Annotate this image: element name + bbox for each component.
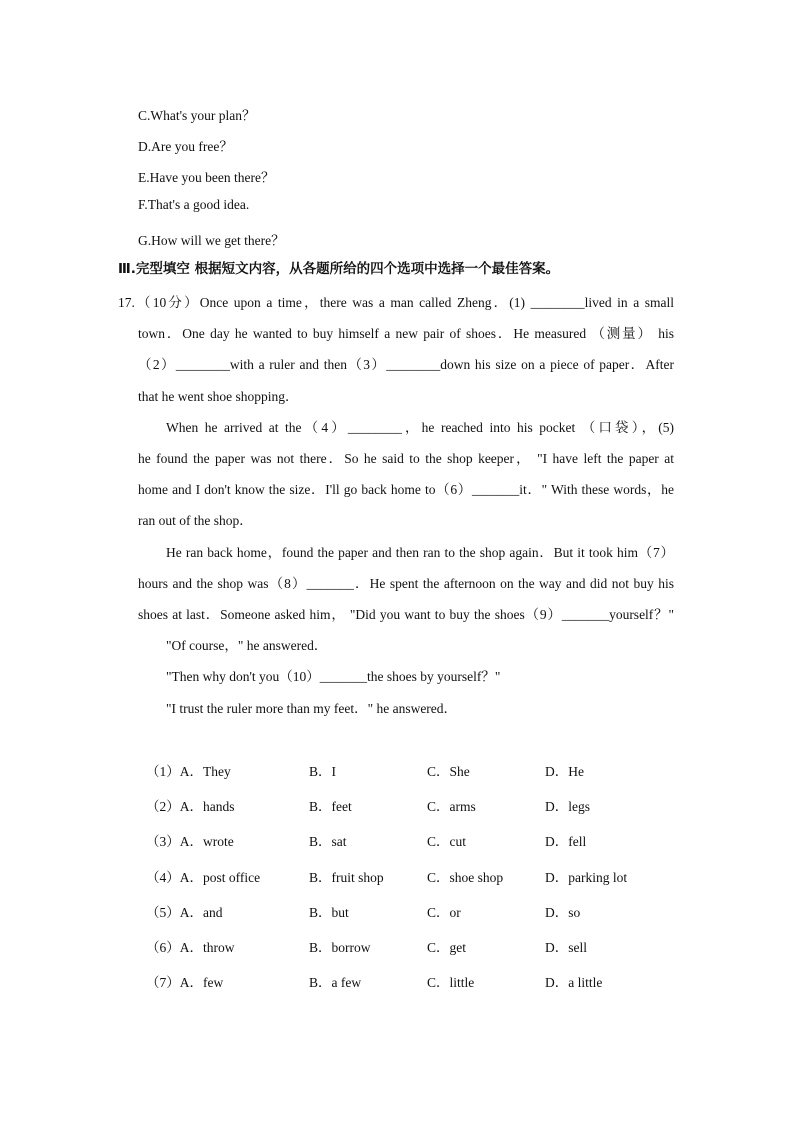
option-g: G.How will we get there？ <box>138 233 285 248</box>
choice-b: B．feet <box>309 799 352 815</box>
option-c: C.What's your plan？ <box>138 108 256 123</box>
option-d: D.Are you free？ <box>138 139 233 154</box>
choice-d: D．fell <box>545 834 587 850</box>
choice-row <box>146 901 666 936</box>
choice-d: D．sell <box>545 939 587 955</box>
dialog-line: "Then why don't you（10）_______the shoes by yourself？" <box>166 669 501 684</box>
choice-c: C．or <box>427 904 461 920</box>
choice-c: C．shoe shop <box>427 869 504 885</box>
choice-row <box>146 971 666 1006</box>
choice-c: C．arms <box>427 799 476 815</box>
choice-b: B．borrow <box>309 939 371 955</box>
passage-line: home and I don't know the size．I'll go back home to（6）_______it．" With these words，he <box>138 482 674 497</box>
choice-b: B．but <box>309 904 349 920</box>
choice-c: C．cut <box>427 834 466 850</box>
choice-d: D．parking lot <box>545 869 628 885</box>
passage-line: that he went shoe shopping． <box>138 389 299 404</box>
choice-row <box>146 936 666 971</box>
choice-b: B．a few <box>309 975 362 991</box>
choices-table <box>146 760 666 1006</box>
choice-b: B．I <box>309 764 336 779</box>
choice-a: （1）A．They <box>146 764 231 779</box>
passage-line: he found the paper was not there．So he said to the shop keeper， "I have left the paper at <box>138 451 674 466</box>
choice-row <box>146 795 666 830</box>
passage-line: He ran back home，found the paper and then ran to the shop again．But it took him（7） <box>166 545 674 560</box>
choice-a: （3）A．wrote <box>146 834 234 850</box>
choice-b: B．fruit shop <box>309 869 384 885</box>
choice-a: （2）A．hands <box>146 799 235 815</box>
dialog-line: "Of course，" he answered． <box>166 638 328 653</box>
choice-row <box>146 760 666 795</box>
choice-d: D．He <box>545 764 584 779</box>
choice-c: C．She <box>427 764 470 779</box>
passage-line: （2）________with a ruler and then（3）________down his size on a piece of paper．After <box>138 357 674 372</box>
passage-line: ran out of the shop． <box>138 513 253 528</box>
option-e: E.Have you been there？ <box>138 170 275 185</box>
choice-d: D．so <box>545 904 581 920</box>
choice-a: （5）A．and <box>146 904 223 920</box>
choice-d: D．legs <box>545 799 590 815</box>
choice-c: C．get <box>427 939 466 955</box>
passage-line: When he arrived at the（4）________，he reached into his pocket （口袋），(5) <box>166 420 674 435</box>
choice-a: （4）A．post office <box>146 869 261 885</box>
passage-line: town．One day he wanted to buy himself a new pair of shoes．He measured （测量） his <box>138 326 674 341</box>
section-heading: Ⅲ.完型填空 根据短文内容，从各题所给的四个选项中选择一个最佳答案。 <box>118 261 560 277</box>
choice-a: （7）A．few <box>146 975 224 991</box>
choice-row <box>146 830 666 865</box>
choice-c: C．little <box>427 975 475 991</box>
passage-line: hours and the shop was（8）_______．He spent the afternoon on the way and did not buy his <box>138 576 674 591</box>
choice-row <box>146 866 666 901</box>
option-f: F.That's a good idea. <box>138 197 250 212</box>
passage-line: 17.（10分）Once upon a time，there was a man called Zheng．(1) ________lived in a small <box>118 295 674 310</box>
choice-d: D．a little <box>545 975 603 991</box>
dialog-line: "I trust the ruler more than my feet．" he answered． <box>166 701 458 716</box>
passage-line: shoes at last．Someone asked him， "Did you want to buy the shoes（9）_______yourself？" <box>138 607 674 622</box>
choice-b: B．sat <box>309 834 347 850</box>
choice-a: （6）A．throw <box>146 939 235 955</box>
